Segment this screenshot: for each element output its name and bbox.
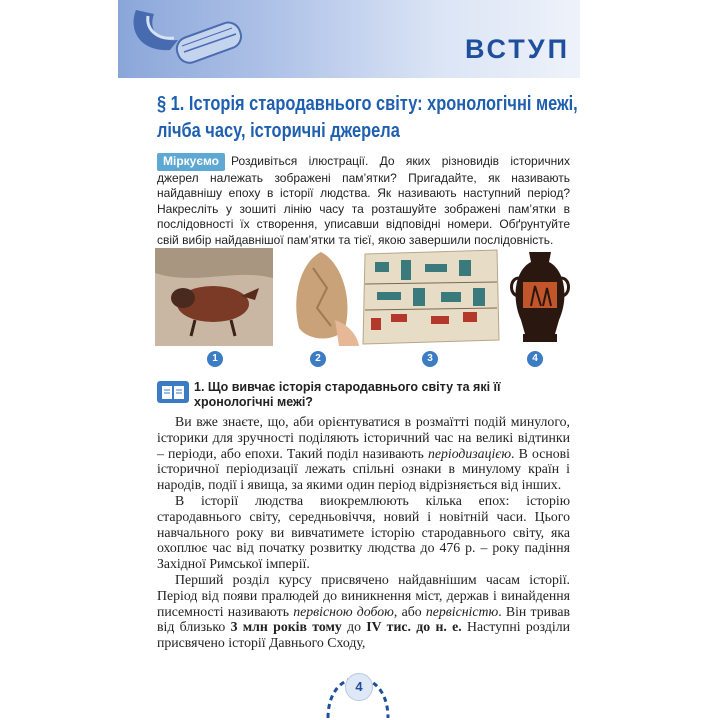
section-title: ВСТУП [465, 34, 570, 64]
body-text [157, 414, 570, 651]
p3-text-b: , або [393, 603, 426, 619]
illustration-number-3: 3 [422, 351, 438, 367]
p1-text-a: Ви вже знаєте, що, аби орієнтуватися в розмаїтті подій минулого, історики для зручності поділяють історичний час на великі відтинки – періоди, або епохи. Такий поділ називають [157, 414, 570, 461]
cave-painting-bison-image [155, 248, 273, 346]
term-primitivity: первісністю [425, 603, 499, 619]
book-icon [157, 381, 189, 403]
illustration-number-4: 4 [527, 351, 543, 367]
illustration-number-1: 1 [207, 351, 223, 367]
p3-text-a: Перший розділ курсу присвячено найдавнішим часам історії. Період від появи пралюдей до виникнення міст, держав і винайдення писемності називають [157, 571, 570, 619]
reflect-block [157, 153, 570, 248]
illustration-number-2: 2 [310, 351, 326, 367]
paragraph-3 [157, 572, 570, 651]
illustrations-row [155, 248, 575, 368]
reflect-badge: Міркуємо [157, 153, 225, 171]
p3-text-c: . Він тривав від близько [157, 603, 570, 635]
term-primitive-era: первісною добою [293, 603, 394, 619]
reflect-text: Роздивіться ілюстрації. До яких різновидів історичних джерел належать зображені пам’ятки? Пригадайте, як називають найдавнішу епоху в історії людства. Як називають наступний період? Накресліть у зошиті лінію часу та розташуйте зображені пам’ятки в послідовності їх створення, уписавши відповідні номери. Обґрунтуйте свій вибір найдавнішої пам’ятки та тієї, якою завершили послідовність. [157, 154, 570, 247]
greek-amphora-image [507, 248, 573, 346]
paragraph-2: В історії людства виокремлюють кілька епох: історію стародавнього світу, середньовіччя, новий і новітній часи. Цього навчального року ви вивчатимете історію стародавнього світу, яка охоплює час від початку розвитку людства до 476 р. – року падіння Західної Римської імперії. [157, 492, 570, 572]
p3-text-d: до [341, 619, 367, 635]
question-heading: 1. Що вивчає історія стародавнього світу та які її хронологічні межі? [194, 380, 501, 409]
egyptian-hieroglyphs-image [361, 248, 501, 346]
paragraph-title-line-1: § 1. Історія стародавнього світу: хронологічні межі, [157, 93, 578, 115]
p1-text-b: . В основі історичної періодизації лежать спільні ознаки в минулому країн і народів, події і явища, за якими один період відрізняється від інших. [157, 445, 570, 493]
date-3-mln-years: 3 млн років тому [230, 619, 342, 635]
date-4th-millennium-bc: IV тис. до н. е. [366, 619, 462, 635]
term-periodization: періодизацією [427, 445, 512, 461]
stone-hand-axe-image [283, 248, 361, 346]
paragraph-title-line-2: лічба часу, історичні джерела [157, 120, 400, 142]
page-number: 4 [345, 673, 373, 701]
scroll-and-horn-decoration [118, 0, 258, 78]
paragraph-1 [157, 414, 570, 493]
paragraph-title [157, 91, 577, 145]
p3-text-e: Наступні розділи присвячено історії Давнього Сходу, [157, 619, 571, 651]
